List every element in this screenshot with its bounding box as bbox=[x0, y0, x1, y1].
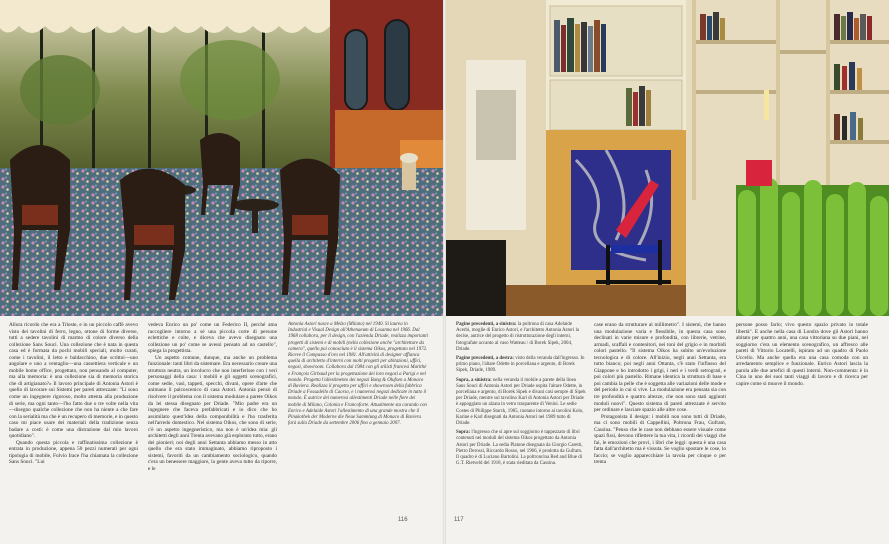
caption-lead: Pagine precedenti, a destra: bbox=[456, 356, 515, 362]
page-number-right: 117 bbox=[454, 517, 464, 523]
page-number-left: 116 bbox=[398, 517, 408, 523]
caption-lead: Sopra: bbox=[456, 430, 471, 436]
left-body-column-2 bbox=[148, 322, 277, 473]
caption-text: l'ingresso che si apre sul soggiorno è tappezzato di libri contenuti nei moduli del sistema Oikos progettato da Antonia Astori per Driade. La sedia Platone disegnata da Giorgio Caretti, Pietro Derossi, Riccardo Rosso, nel 1966, è prodotta da Gufram. Il quadro è di Luciano Bartolini. La poltroncina Red and Blue di G.T. Rietveld del 1918, è stata rieditata da Cassina. bbox=[456, 430, 583, 467]
paragraph: Allora ricordo che era a Trieste, e in un piccolo caffè avevo visto dei tavolini di ferro, legno, ottone di forme diverse, tutti a sedere tavolini di marmo di colore diverso della collezione Sans Souci. Una collezione che è nata in questa casa ed è formata da pochi mobili speciali, molto curati, come i tavolini, il letto e baldacchino, due scrittoi—uno angolare e uno a ventaglio—una cassettiera verticale e un mobile home office, progettato, non pensando al computer, ma alla memoria: è una collezione sia di memoria storica che di artigianato?» Il lavoro principale di Antonia Astori è quello di lavorare sui Sistemi per pareti attrezzate: "Li sono come un ingegnere rigoroso, molto attenta alla produzione di serie, ma ogni tanto—l'ho fatto due o tre volte nella vita—disegno qualche collezione che non ha niente a che fare con la serialità ma che è un recupero di memorie, e in questo caso mi piace usare dei materiali della tradizione senza badare a costi: è come una distrazione dal mio lavoro quotidiano". bbox=[9, 322, 138, 440]
caption bbox=[456, 322, 586, 353]
paragraph: vedeva Enrico un po' come un Federico II, perché ama raccogliere intorno a sé una piccola corte di persone eclettiche e colte, e diceva che avevo disegnato una collezione un po' come se avessi pensato ad un castello", spiega la progettista. bbox=[148, 322, 277, 355]
designer-biography bbox=[288, 322, 428, 430]
caption-lead: Pagine precedenti, a sinistra: bbox=[456, 322, 517, 327]
caption bbox=[456, 430, 586, 467]
paragraph: Un aspetto comune, dunque, ma anche un problema funzionale: tanti libri da sistemare. Era necessario creare una struttura neutra, un involucro che non interferisse con i veri personaggi della casa: i mobili e gli oggetti scenografici, come sedie, vasi, tappeti, specchi, divani, opere d'arte che animano il palcoscenico di casa Astori. Antonia pensò di risolvere il problema con il sistema modulare a parete Oikos da lei stessa disegnato per Driade. "Mio padre era un ingegnere che faceva prefabbricati e io dico che ho assimilato quest'idea della componibilità e l'ho trasferita nell'arredo domestico. Nel sistema Oikos, che sono di serie, c'è un aspetto ingegneristico, ma non è un'idea mia: gli architetti degli anni Trenta avevano già esplorato tutto, erano dei pionieri; noi degli anni Settanta abbiamo messo in atto quello che era stato immaginato, abbiamo riproposto i sistemi, favoriti da un cambiamento sociologico, quando c'era un benessere maggiore, la gente aveva tutto da riporre, e le bbox=[148, 354, 278, 473]
paragraph: Protagonista il design: i mobili non sono tutti di Driade, ma ci sono mobili di Cappellini, Poltrona Frau, Gufram, Cassina. "Penso che le case non debbano essere visuale come spazi fissi, devono riflettere la tua vita, i ricordi dei viaggi che fai, le emozioni che provi, i libri che leggi: questa è una casa fatta dall'architetto ma è vissuta. Se voglio spostare le cose, lo faccio; se voglio apparecchiare la tavola per cinque o per trenta bbox=[594, 413, 726, 466]
library-photo bbox=[446, 0, 889, 316]
page-gutter bbox=[443, 0, 446, 544]
left-body-column-1 bbox=[9, 322, 138, 466]
paragraph: Quando questa piccola e raffinatissima collezione è entrata in produzione, appena 50 pezzi numerati per ogni tipologia di mobile, Fulvio Irace l'ha chiamata la collezione Sans Souci. "Lui bbox=[9, 439, 138, 466]
veranda-photo bbox=[0, 0, 443, 316]
caption-text: visto della veranda dall'ingresso. In primo piano, l'altare Odette in porcellana e argento, di Borek Sipek, Driade, 1989. bbox=[456, 356, 585, 374]
caption bbox=[456, 356, 586, 375]
caption bbox=[456, 378, 586, 428]
caption-text: nella veranda il mobile a parete della linea Sans Souci di Antonia Astori per Driade ospita l'altare Odette, in porcellana e argento, di Borek Sipek e divani casi sempre di Sipek per Driade, mentre sul tavolino Karl di Antonia Astori per Driade è appoggiato un alzata in vetro trasparente di Venini. Le sedie Costes di Philippe Starck, 1985, ruotano intorno ai tavolini Kolo, Karine e Karl disegnati da Antonia Astori nel 1989 tutto di Driade. bbox=[456, 377, 586, 427]
right-body-column-3 bbox=[736, 322, 868, 387]
paragraph: case erano da strutturare al millimetro". I sistemi, che hanno una modulazione varia e flessibile, in questa casa sono declinati in varie misure e profondità, con librerie, vetrine, armadi, scaffali e contenitori, nei toni del grigio e in morbidi colori pastello. "Il sistema Oikos ha subito un'evoluzione tecnologica e di colore. All'inizio, negli anni Settanta, era tutto bianco; poi negli anni Ottanta, c'è stato l'influsso del Giappone e ho introdotto i grigi, i neri e i verdi setrograti, e poi colori più pastello. Rimane identica la struttura di base e poi cambia la pelle che è soggetta alle variazioni delle mode e del periodo in cui si vive. La modulazione era pensata sia con tre profondità e quattro altezze, che non sono stati aggiunti moduli nuovi". Questo sistema di pareti attrezzate è servito per ordinare e lasciare spazio alle altre cose. bbox=[594, 322, 726, 414]
caption-lead: Sopra, a sinistra: bbox=[456, 377, 492, 383]
photo-captions bbox=[456, 322, 586, 470]
right-body-column-2 bbox=[594, 322, 726, 466]
paragraph: persone posso farlo; vivo questo spazio privato in totale libertà". E anche nella casa di Londra dove gli Astori hanno abitato per quattro anni, una casa vittoriana su due piani, nel soggiorno c'era un elemento scenografico, un affresco alle pareti di Vittorio Locatelli, ispirato ad un quadro di Paolo Uccello. Ma anche quella era una casa comoda con un arredamento semplice e funzionale. Enrico Astori lascia la parola alle due artefici di questi interni. Non-commenta: è in Cina in uno dei suoi tanti viaggi di lavoro e di ricerca per capire come si muove il mondo. bbox=[736, 322, 868, 387]
biography-text: Antonia Astori nasce a Melzo (Milano) nel 1940. Si laurea in Industrial e Visual Design all'Athenaeum di Losanna nel 1966. Dal 1968 collabora, per il design, con l'azienda Driade, realizza importanti progetti di sistemi e di mobili (nella collezione anche "architetture da camera", quello poi conosciuto è il sistema Oikos, progettato nel 1972. Riceve il Compasso d'oro nel 1981. All'attività di designer affianca quella di architetto d'interni con molti progetti per abitazioni, uffici, negozi, showroom. Collabora dal 1984 con gli stilisti francesi Marithé e François Girbaud per la progettazione dei loro negozi a Parigi e nel mondo. Progetta l'allestimento dei negozi Bang & Olufsen a Monaco di Baviera. Realizza il progetto per uffici e showroom della fabbrica Driade a Fossadello di Caorso, e i numerosi negozi dedicate in tutto il mondo. È autrice dei numerosi allestimenti Driade nelle fiere dei mobile di Milano, Colonia e Francoforte. Attualmente sta curando con Enrico e Adelaide Astori l'allestimento di una grande mostra che il Pinakothek der Moderne die Neue Sammlung di Monaco di Baviera farà sulla Driade da settembre 2006 fino a gennaio 2007. bbox=[288, 322, 428, 427]
caption-text: la poltrona di casa Adelaide Acerbi, moglie di Enrico Astori, e l'architetto Antonia Astori la decise, autrice del progetto di ristrutturazione degli interni, fotografate accanto al vaso Watteau / di Borek Sipek, 2004, Driade. bbox=[456, 322, 579, 352]
